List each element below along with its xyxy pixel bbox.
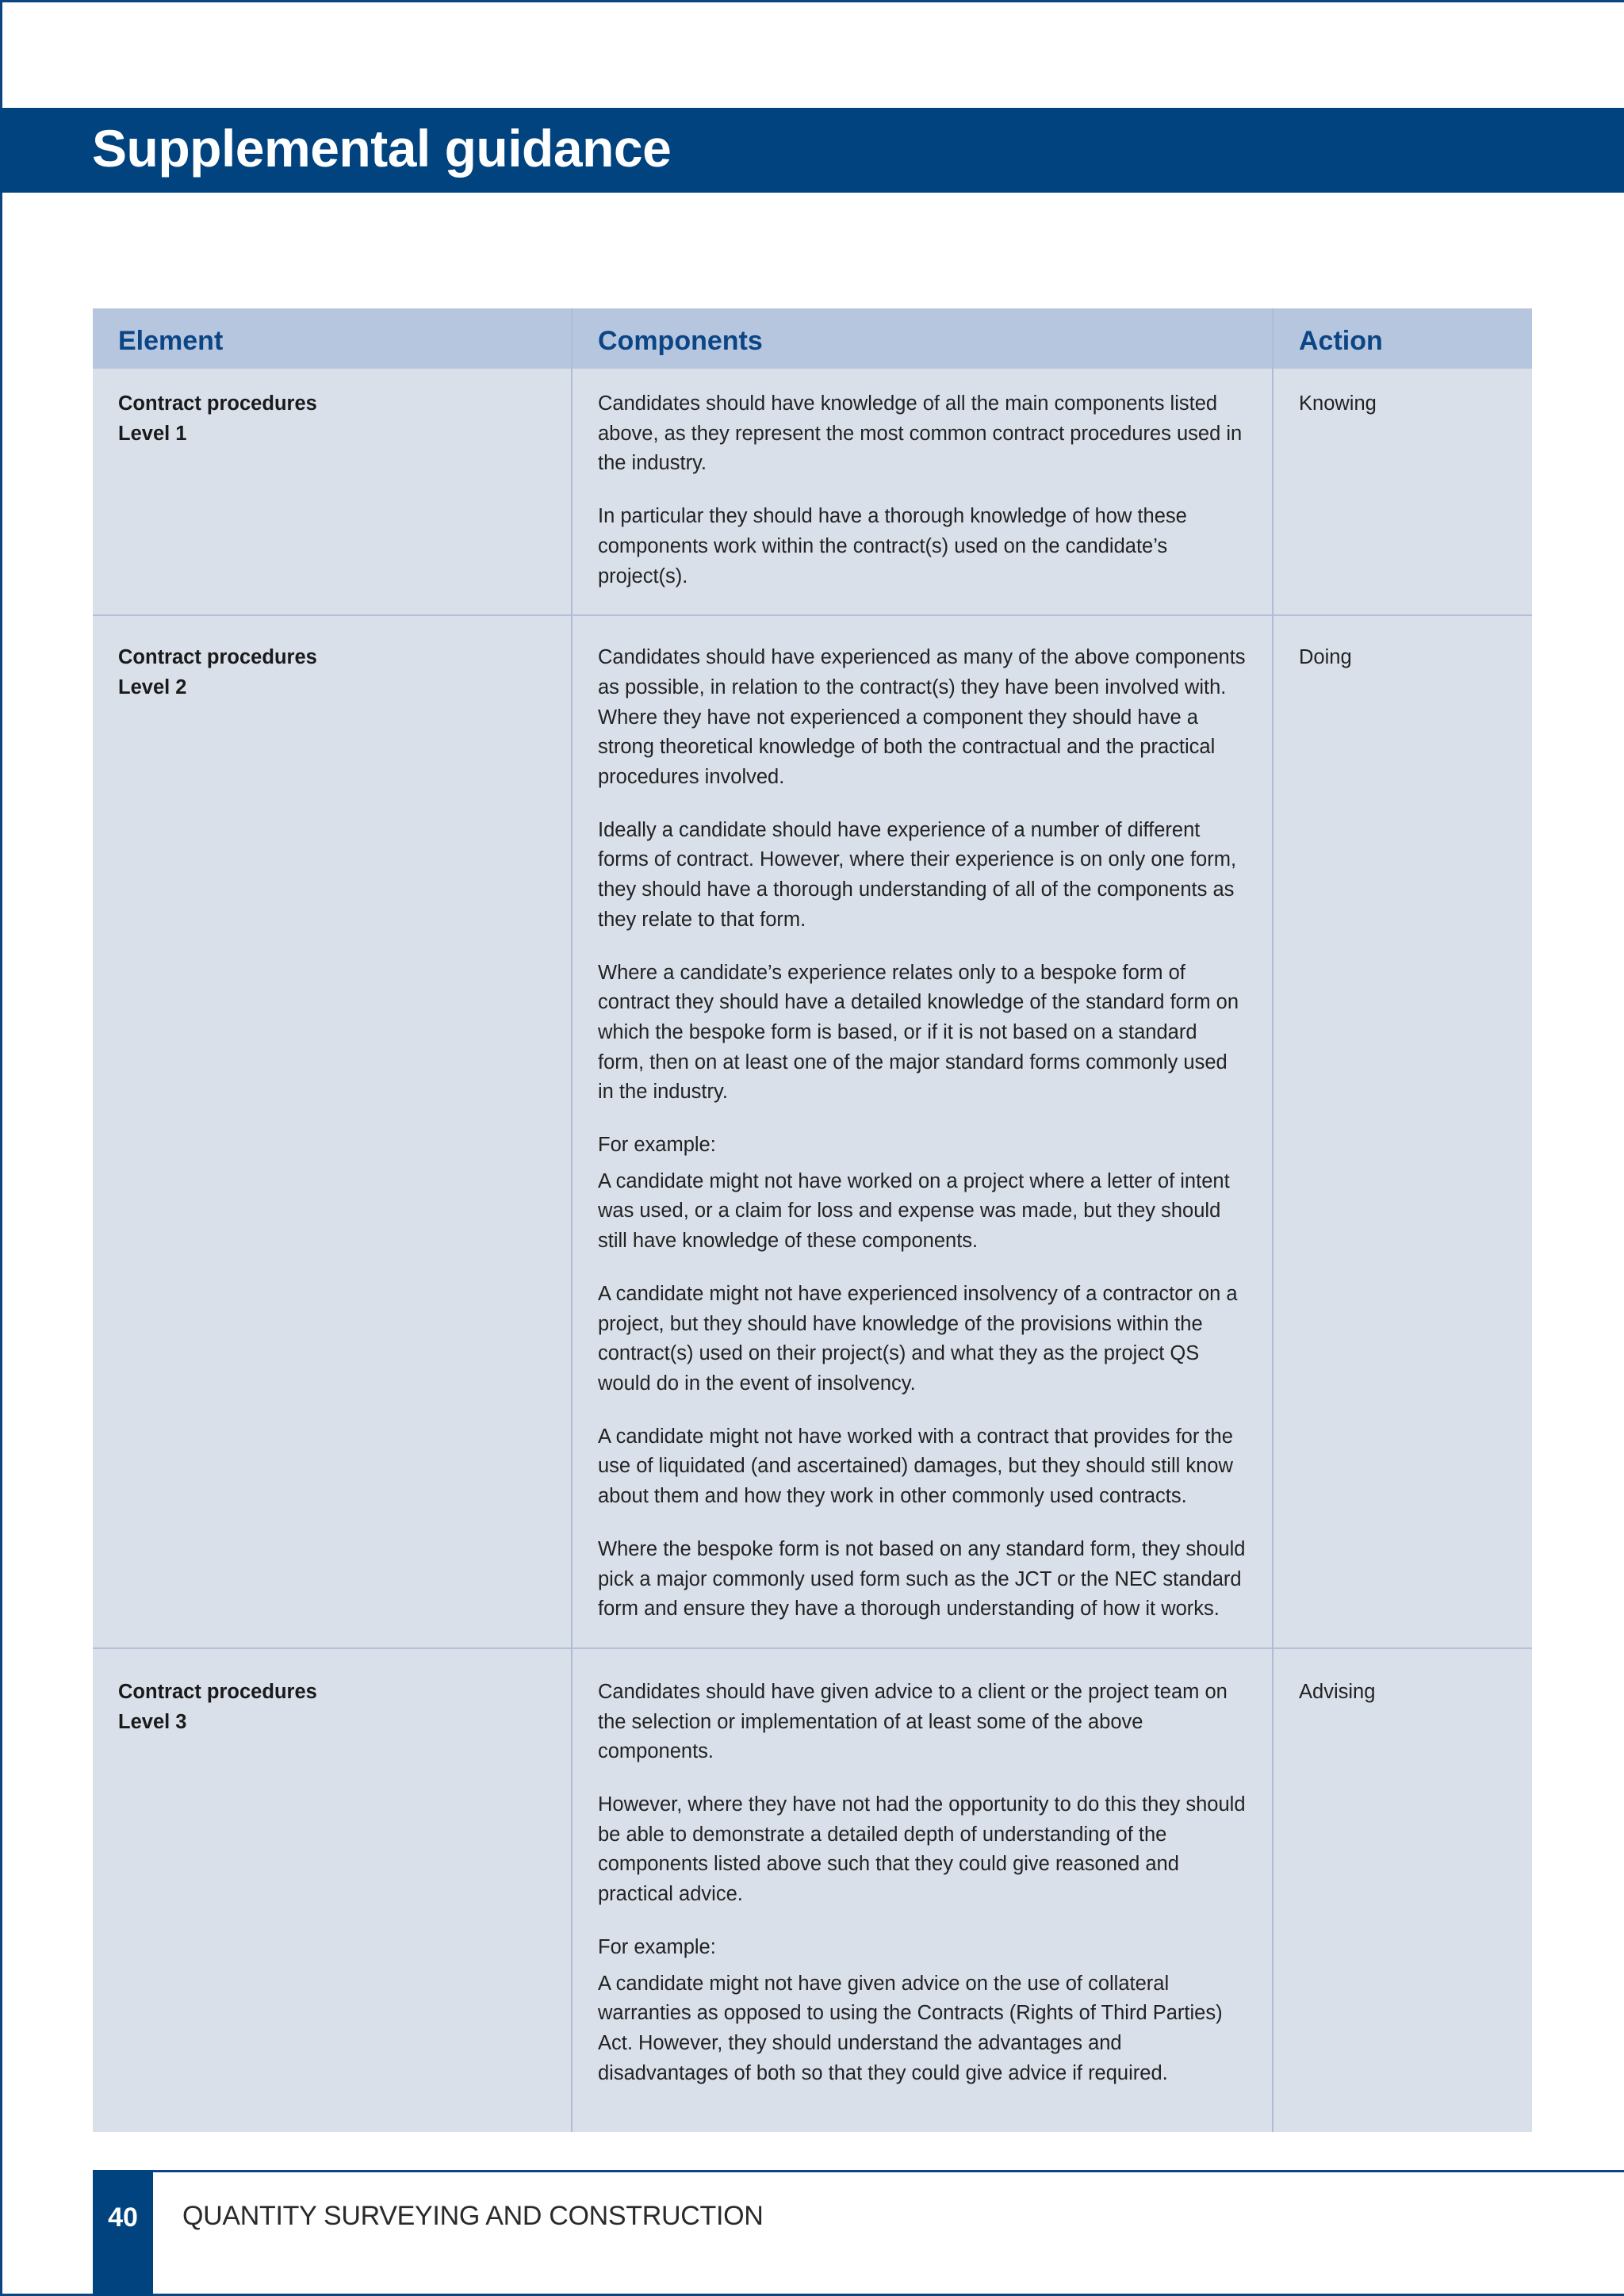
table-row: [93, 1648, 1532, 2132]
component-paragraph: A candidate might not have given advice on the use of collateral warranties as opposed to using the Contracts (Rights of Third Parties) Act. However, they should understand the advantages and disadvantages of both so that they could give advice if required.: [598, 1972, 1223, 2084]
header-components: Components: [572, 308, 1273, 369]
element-cell: [93, 369, 572, 615]
component-paragraph: A candidate might not have experienced insolvency of a contractor on a project, but they should have knowledge of the provisions within the contract(s) used on their project(s) and what they as the project QS would do in the event of insolvency.: [598, 1282, 1238, 1395]
element-name: Contract procedures: [118, 1680, 317, 1703]
element-name: Contract procedures: [118, 646, 317, 669]
component-paragraph: Where a candidate’s experience relates only to a bespoke form of contract they should have a detailed knowledge of the standard form on which the bespoke form is based, or if it is not based on a standard form, then on at least one of the major standard forms commonly used in the industry.: [598, 961, 1239, 1104]
component-paragraph: In particular they should have a thorough knowledge of how these components work within the contract(s) used on the candidate’s project(s).: [598, 505, 1187, 587]
table-row: [93, 369, 1532, 615]
page-title: Supplemental guidance: [92, 119, 672, 178]
guidance-table: [93, 308, 1532, 2132]
header-element: Element: [93, 308, 572, 369]
element-level: Level 1: [118, 422, 187, 445]
element-cell: [93, 1648, 572, 2132]
components-cell: [572, 369, 1273, 615]
component-paragraph: However, where they have not had the opportunity to do this they should be able to demonstrate a detailed depth of understanding of the components listed above such that they could give reasoned and practical advice.: [598, 1793, 1246, 1906]
action-cell: Doing: [1273, 615, 1532, 1648]
example-label: For example:: [598, 1134, 716, 1157]
action-cell: Advising: [1273, 1648, 1532, 2132]
element-level: Level 2: [118, 675, 187, 698]
component-paragraph: Candidates should have knowledge of all the main components listed above, as they represent the most common contract procedures used in the industry.: [598, 392, 1243, 475]
header-action: Action: [1273, 308, 1532, 369]
components-cell: [572, 615, 1273, 1648]
component-paragraph: Candidates should have experienced as many of the above components as possible, in relation to the contract(s) they have been involved with. Where they have not experienced a component they should have a strong theoretical knowledge of both the contractual and the practical procedures involved.: [598, 646, 1246, 789]
component-paragraph: A candidate might not have worked on a project where a letter of intent was used, or a claim for loss and expense was made, but they should still have knowledge of these components.: [598, 1169, 1230, 1253]
footer-title: QUANTITY SURVEYING AND CONSTRUCTION: [182, 2201, 764, 2231]
footer-divider: [93, 2170, 1624, 2172]
table-row: [93, 615, 1532, 1648]
components-cell: [572, 1648, 1273, 2132]
title-banner: [0, 108, 1624, 193]
element-level: Level 3: [118, 1710, 187, 1733]
page-number: 40: [93, 2170, 153, 2296]
component-paragraph: Where the bespoke form is not based on any standard form, they should pick a major commonly used form such as the JCT or the NEC standard form and ensure they have a thorough understanding of how it works.: [598, 1537, 1246, 1621]
example-label: For example:: [598, 1935, 716, 1958]
action-cell: Knowing: [1299, 392, 1377, 415]
table-header-row: [93, 308, 1532, 369]
component-paragraph: Candidates should have given advice to a client or the project team on the selection or implementation of at least some of the above components.: [598, 1680, 1228, 1763]
component-paragraph: Ideally a candidate should have experience of a number of different forms of contract. However, where their experience is on only one form, they should have a thorough understanding of all of the components as they relate to that form.: [598, 818, 1237, 931]
component-paragraph: A candidate might not have worked with a contract that provides for the use of liquidated (and ascertained) damages, but they should still know about them and how they work in other commonly used contracts.: [598, 1425, 1233, 1508]
element-cell: [93, 615, 572, 1648]
element-name: Contract procedures: [118, 392, 317, 415]
